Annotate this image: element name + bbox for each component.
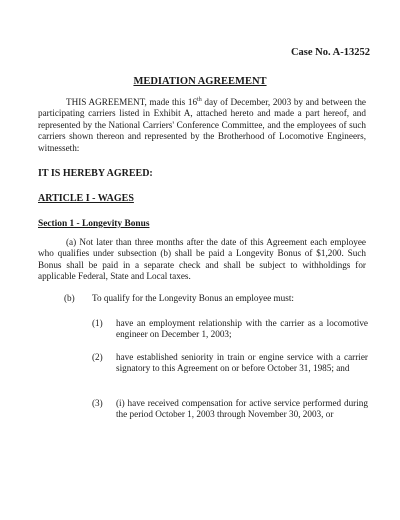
intro-text-rest: day of December, 2003 by and between the participating carriers listed in Exhibit A, attached hereto and made a part hereof, and represented by the National Carriers' Conference Committee, and the employees of such carriers shown thereon and represented by the Brotherhood of Locomotive Engineers, witnesseth: [38,97,366,153]
paragraph-b-label: (b) [64,293,75,303]
list-item [92,398,368,421]
list-item [92,318,368,341]
intro-paragraph [38,97,366,154]
list-item-number: (1) [92,318,103,328]
paragraph-b-text: To qualify for the Longevity Bonus an employee must: [92,293,294,303]
document-title: MEDIATION AGREEMENT [133,76,267,87]
list-item-text: (i) have received compensation for active service performed during the period October 1, 2003 through November 30, 2003, or [116,398,368,420]
section-heading: Section 1 - Longevity Bonus [38,219,150,229]
paragraph-a: (a) Not later than three months after the date of this Agreement each employee who qualifies under subsection (b) shall be paid a Longevity Bonus of $1,200. Such Bonus shall be paid in a separate check and shall be subject to withholdings for applicable Federal, State and Local taxes. [38,237,366,282]
list-item-text: have established seniority in train or engine service with a carrier signatory to this Agreement on or before October 31, 1985; and [116,352,368,374]
article-heading: ARTICLE I - WAGES [38,193,134,204]
paragraph-b [64,293,364,304]
list-item-number: (3) [92,398,103,408]
case-number: Case No. A-13252 [290,47,370,58]
list-item-text: have an employment relationship with the carrier as a locomotive engineer on December 1, 2003; [116,318,368,340]
intro-text-start: THIS AGREEMENT, made this 16 [66,97,198,107]
intro-ordinal-suffix: th [197,96,202,103]
list-item [92,352,368,375]
list-item-number: (2) [92,352,103,362]
agreed-heading: IT IS HEREBY AGREED: [38,168,153,179]
